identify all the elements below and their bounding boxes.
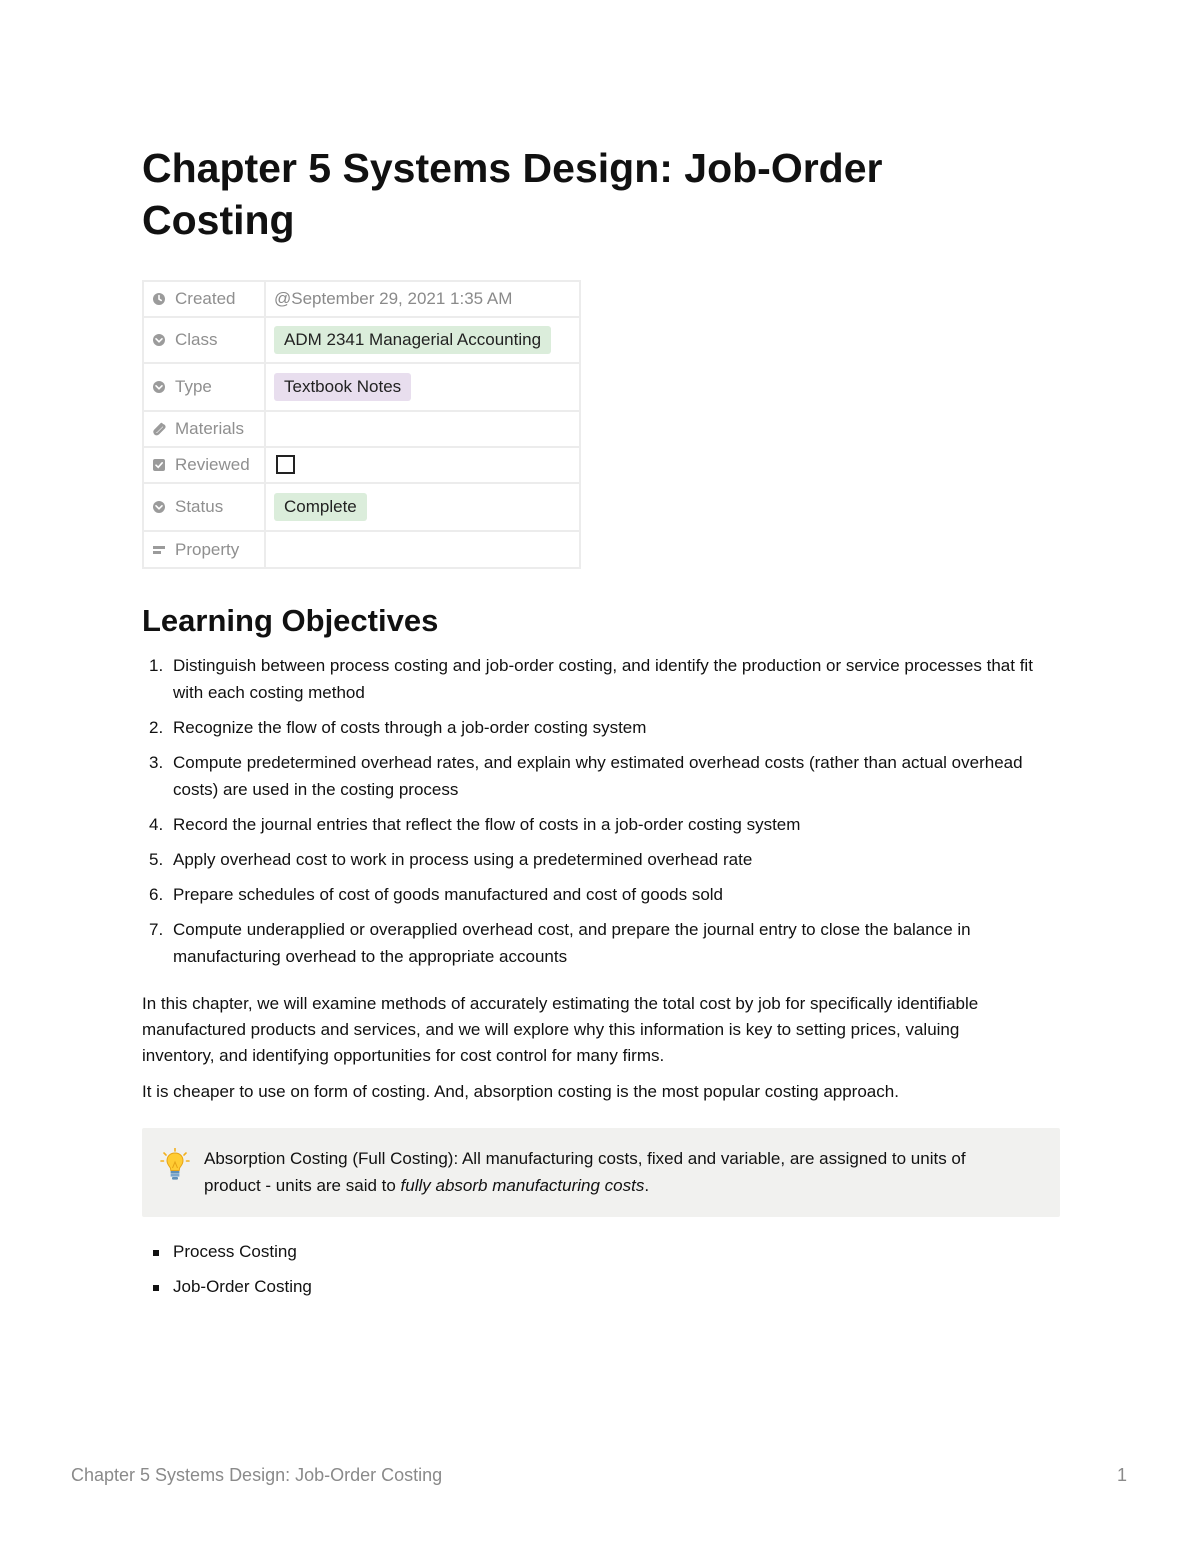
property-row-class xyxy=(143,317,580,363)
list-item xyxy=(142,846,1060,873)
page-number: 1 xyxy=(1117,1465,1128,1485)
second-paragraph: It is cheaper to use on form of costing. And, absorption costing is the most popular costing approach. xyxy=(142,1082,899,1101)
footer-title: Chapter 5 Systems Design: Job-Order Costing xyxy=(71,1465,443,1485)
property-row-type xyxy=(143,363,580,411)
list-item-number: 7. xyxy=(149,920,164,939)
status-tag[interactable]: Complete xyxy=(274,493,367,521)
list-item-text: Record the journal entries that reflect the flow of costs in a job-order costing system xyxy=(173,815,801,834)
list-item xyxy=(142,652,1060,706)
property-key-created xyxy=(143,281,265,317)
select-icon xyxy=(152,333,166,347)
list-item-text: Prepare schedules of cost of goods manufactured and cost of goods sold xyxy=(173,885,724,904)
reviewed-checkbox[interactable] xyxy=(276,455,295,474)
callout-text-end: . xyxy=(644,1176,650,1195)
list-item xyxy=(142,916,1060,970)
property-value-created[interactable]: @September 29, 2021 1:35 AM xyxy=(265,281,580,317)
materials-label: Materials xyxy=(175,419,244,438)
list-item-number: 4. xyxy=(149,815,164,834)
list-item-text: Recognize the flow of costs through a job-order costing system xyxy=(173,718,647,737)
property-value-type xyxy=(265,363,580,411)
intro-paragraph: In this chapter, we will examine methods of accurately estimating the total cost by job for specifically identifiable manufactured products and services, and we will explore why this information is key to setting prices, valuing inventory, and identifying opportunities for cost control for many firms. xyxy=(142,994,979,1065)
class-tag[interactable]: ADM 2341 Managerial Accounting xyxy=(274,326,551,354)
list-item: Job-Order Costing xyxy=(142,1273,312,1300)
type-tag[interactable]: Textbook Notes xyxy=(274,373,411,401)
property-key-type xyxy=(143,363,265,411)
property-key-reviewed xyxy=(143,447,265,483)
list-item: Process Costing xyxy=(142,1238,312,1265)
text-property-icon xyxy=(152,543,166,557)
property-value-class xyxy=(265,317,580,363)
class-label: Class xyxy=(175,330,218,349)
lightbulb-icon xyxy=(160,1148,190,1182)
callout-text-italic: fully absorb manufacturing costs xyxy=(400,1176,645,1195)
reviewed-label: Reviewed xyxy=(175,455,250,474)
clock-icon xyxy=(152,292,166,306)
property-row-reviewed xyxy=(143,447,580,483)
list-item-number: 2. xyxy=(149,718,164,737)
property-value-materials[interactable] xyxy=(265,411,580,447)
property-row-materials xyxy=(143,411,580,447)
callout-text xyxy=(204,1145,1024,1199)
property-value-property[interactable] xyxy=(265,531,580,568)
type-label: Type xyxy=(175,377,212,396)
list-item-text: Compute underapplied or overapplied overhead cost, and prepare the journal entry to close the balance in manufacturing overhead to the appropriate accounts xyxy=(173,920,971,966)
page-title: Chapter 5 Systems Design: Job-Order Costing xyxy=(142,145,883,243)
list-item-text: Compute predetermined overhead rates, and explain why estimated overhead costs (rather than actual overhead costs) are used in the costing process xyxy=(173,753,1023,799)
list-item-text: Apply overhead cost to work in process using a predetermined overhead rate xyxy=(173,850,753,869)
property-label: Property xyxy=(175,539,240,559)
property-row-status xyxy=(143,483,580,531)
property-key-materials xyxy=(143,411,265,447)
property-key-property xyxy=(143,531,265,568)
list-item xyxy=(142,714,1060,741)
list-item-number: 3. xyxy=(149,753,164,772)
list-item xyxy=(142,749,1060,803)
property-value-status xyxy=(265,483,580,531)
paperclip-icon xyxy=(152,422,166,436)
property-value-reviewed xyxy=(265,447,580,483)
created-label: Created xyxy=(175,289,236,308)
list-item-text: Distinguish between process costing and job-order costing, and identify the production or service processes that fit with each costing method xyxy=(173,656,1033,702)
callout-block xyxy=(142,1128,1060,1217)
list-item-number: 5. xyxy=(149,850,164,869)
property-row-property xyxy=(143,531,580,568)
properties-table xyxy=(142,280,581,569)
list-item-number: 6. xyxy=(149,885,164,904)
select-icon xyxy=(152,500,166,514)
learning-objectives-list xyxy=(142,652,1060,978)
list-item xyxy=(142,881,1060,908)
costing-types-list xyxy=(142,1238,312,1308)
property-key-status xyxy=(143,483,265,531)
list-item xyxy=(142,811,1060,838)
property-row-created xyxy=(143,281,580,317)
list-item-number: 1. xyxy=(149,656,164,675)
callout-text-start: Absorption Costing (Full Costing): All manufacturing costs, fixed and variable, are assigned to units of product - units are said to xyxy=(204,1149,966,1195)
select-icon xyxy=(152,380,166,394)
learning-objectives-heading: Learning Objectives xyxy=(142,603,439,638)
status-label: Status xyxy=(175,497,224,516)
checkbox-icon xyxy=(152,458,166,472)
property-key-class xyxy=(143,317,265,363)
